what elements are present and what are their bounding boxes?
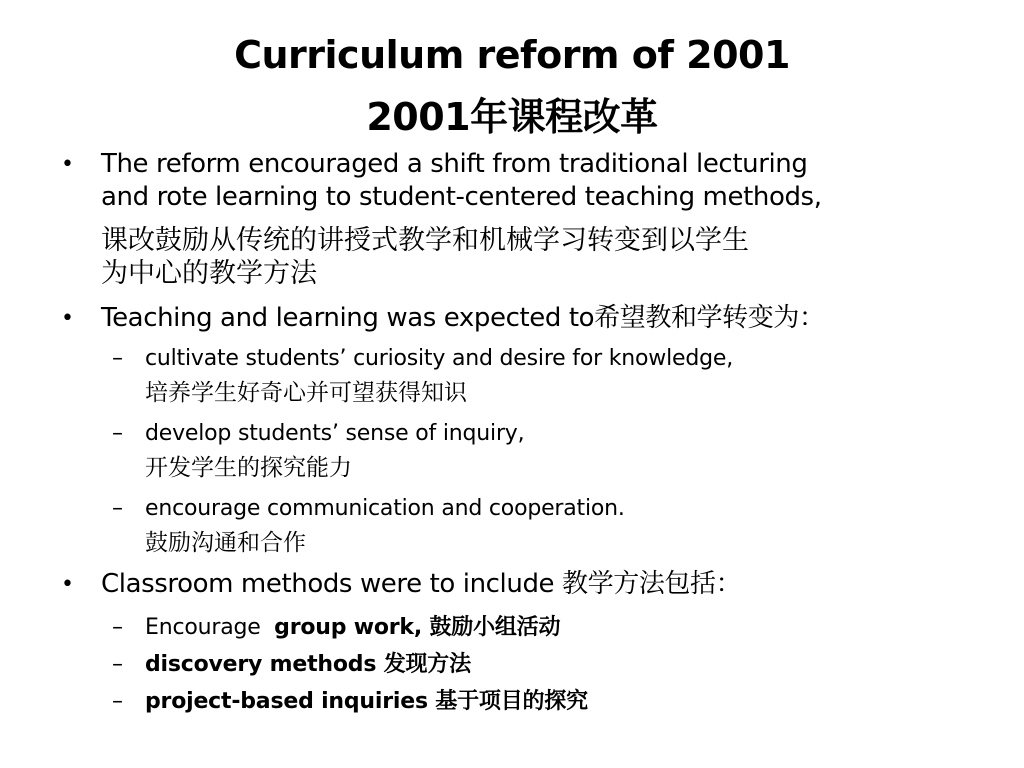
subitem-bold-text: discovery methods 发现方法	[145, 652, 471, 677]
subitem-text: cultivate students’ curiosity and desire for knowledge,	[145, 346, 733, 371]
subitem-curiosity	[112, 345, 985, 373]
bullet-reform-shift	[61, 148, 981, 181]
subitem-communication-chinese: 鼓励沟通和合作	[145, 530, 306, 556]
subitem-bold-text: group work, 鼓励小组活动	[274, 615, 561, 640]
bullet-icon: •	[61, 306, 74, 331]
slide-title: Curriculum reform of 2001	[234, 33, 790, 77]
bullet-text-line: and rote learning to student-centered teaching methods,	[101, 182, 822, 212]
subitem-project-inquiries	[112, 688, 985, 716]
slide-title-chinese: 2001年课程改革	[366, 95, 658, 139]
dash-icon: –	[112, 615, 123, 640]
bullet-teaching-expected	[61, 302, 981, 335]
bullet-text: Teaching and learning was expected to	[101, 303, 595, 333]
bullet-text: Classroom methods were to include	[101, 569, 563, 599]
dash-icon: –	[112, 496, 123, 521]
dash-icon: –	[112, 421, 123, 446]
dash-icon: –	[112, 652, 123, 677]
dash-icon: –	[112, 689, 123, 714]
subitem-prefix: Encourage	[145, 615, 275, 640]
subitem-group-work	[112, 614, 985, 642]
bullet-text-line: The reform encouraged a shift from traditional lecturing	[101, 149, 808, 179]
bullet-icon: •	[61, 572, 74, 597]
dash-icon: –	[112, 346, 123, 371]
subitem-discovery-methods	[112, 651, 985, 679]
bullet-classroom-methods	[61, 568, 981, 601]
subitem-bold-text: project-based inquiries 基于项目的探究	[145, 689, 588, 714]
subitem-curiosity-chinese: 培养学生好奇心并可望获得知识	[145, 380, 467, 406]
subitem-text: develop students’ sense of inquiry,	[145, 421, 525, 446]
subitem-communication	[112, 495, 985, 523]
subitem-text: encourage communication and cooperation.	[145, 496, 625, 521]
bullet-reform-shift-chinese: 课改鼓励从传统的讲授式教学和机械学习转变到以学生	[101, 225, 749, 256]
bullet-reform-shift-line2	[101, 181, 981, 214]
bullet-icon: •	[61, 152, 74, 177]
bullet-text-chinese: 希望教和学转变为：	[594, 303, 825, 333]
subitem-inquiry-chinese: 开发学生的探究能力	[145, 455, 352, 481]
bullet-text-chinese: 教学方法包括：	[562, 569, 742, 599]
bullet-reform-shift-chinese-line2: 为中心的教学方法	[101, 258, 317, 289]
subitem-inquiry	[112, 420, 985, 448]
